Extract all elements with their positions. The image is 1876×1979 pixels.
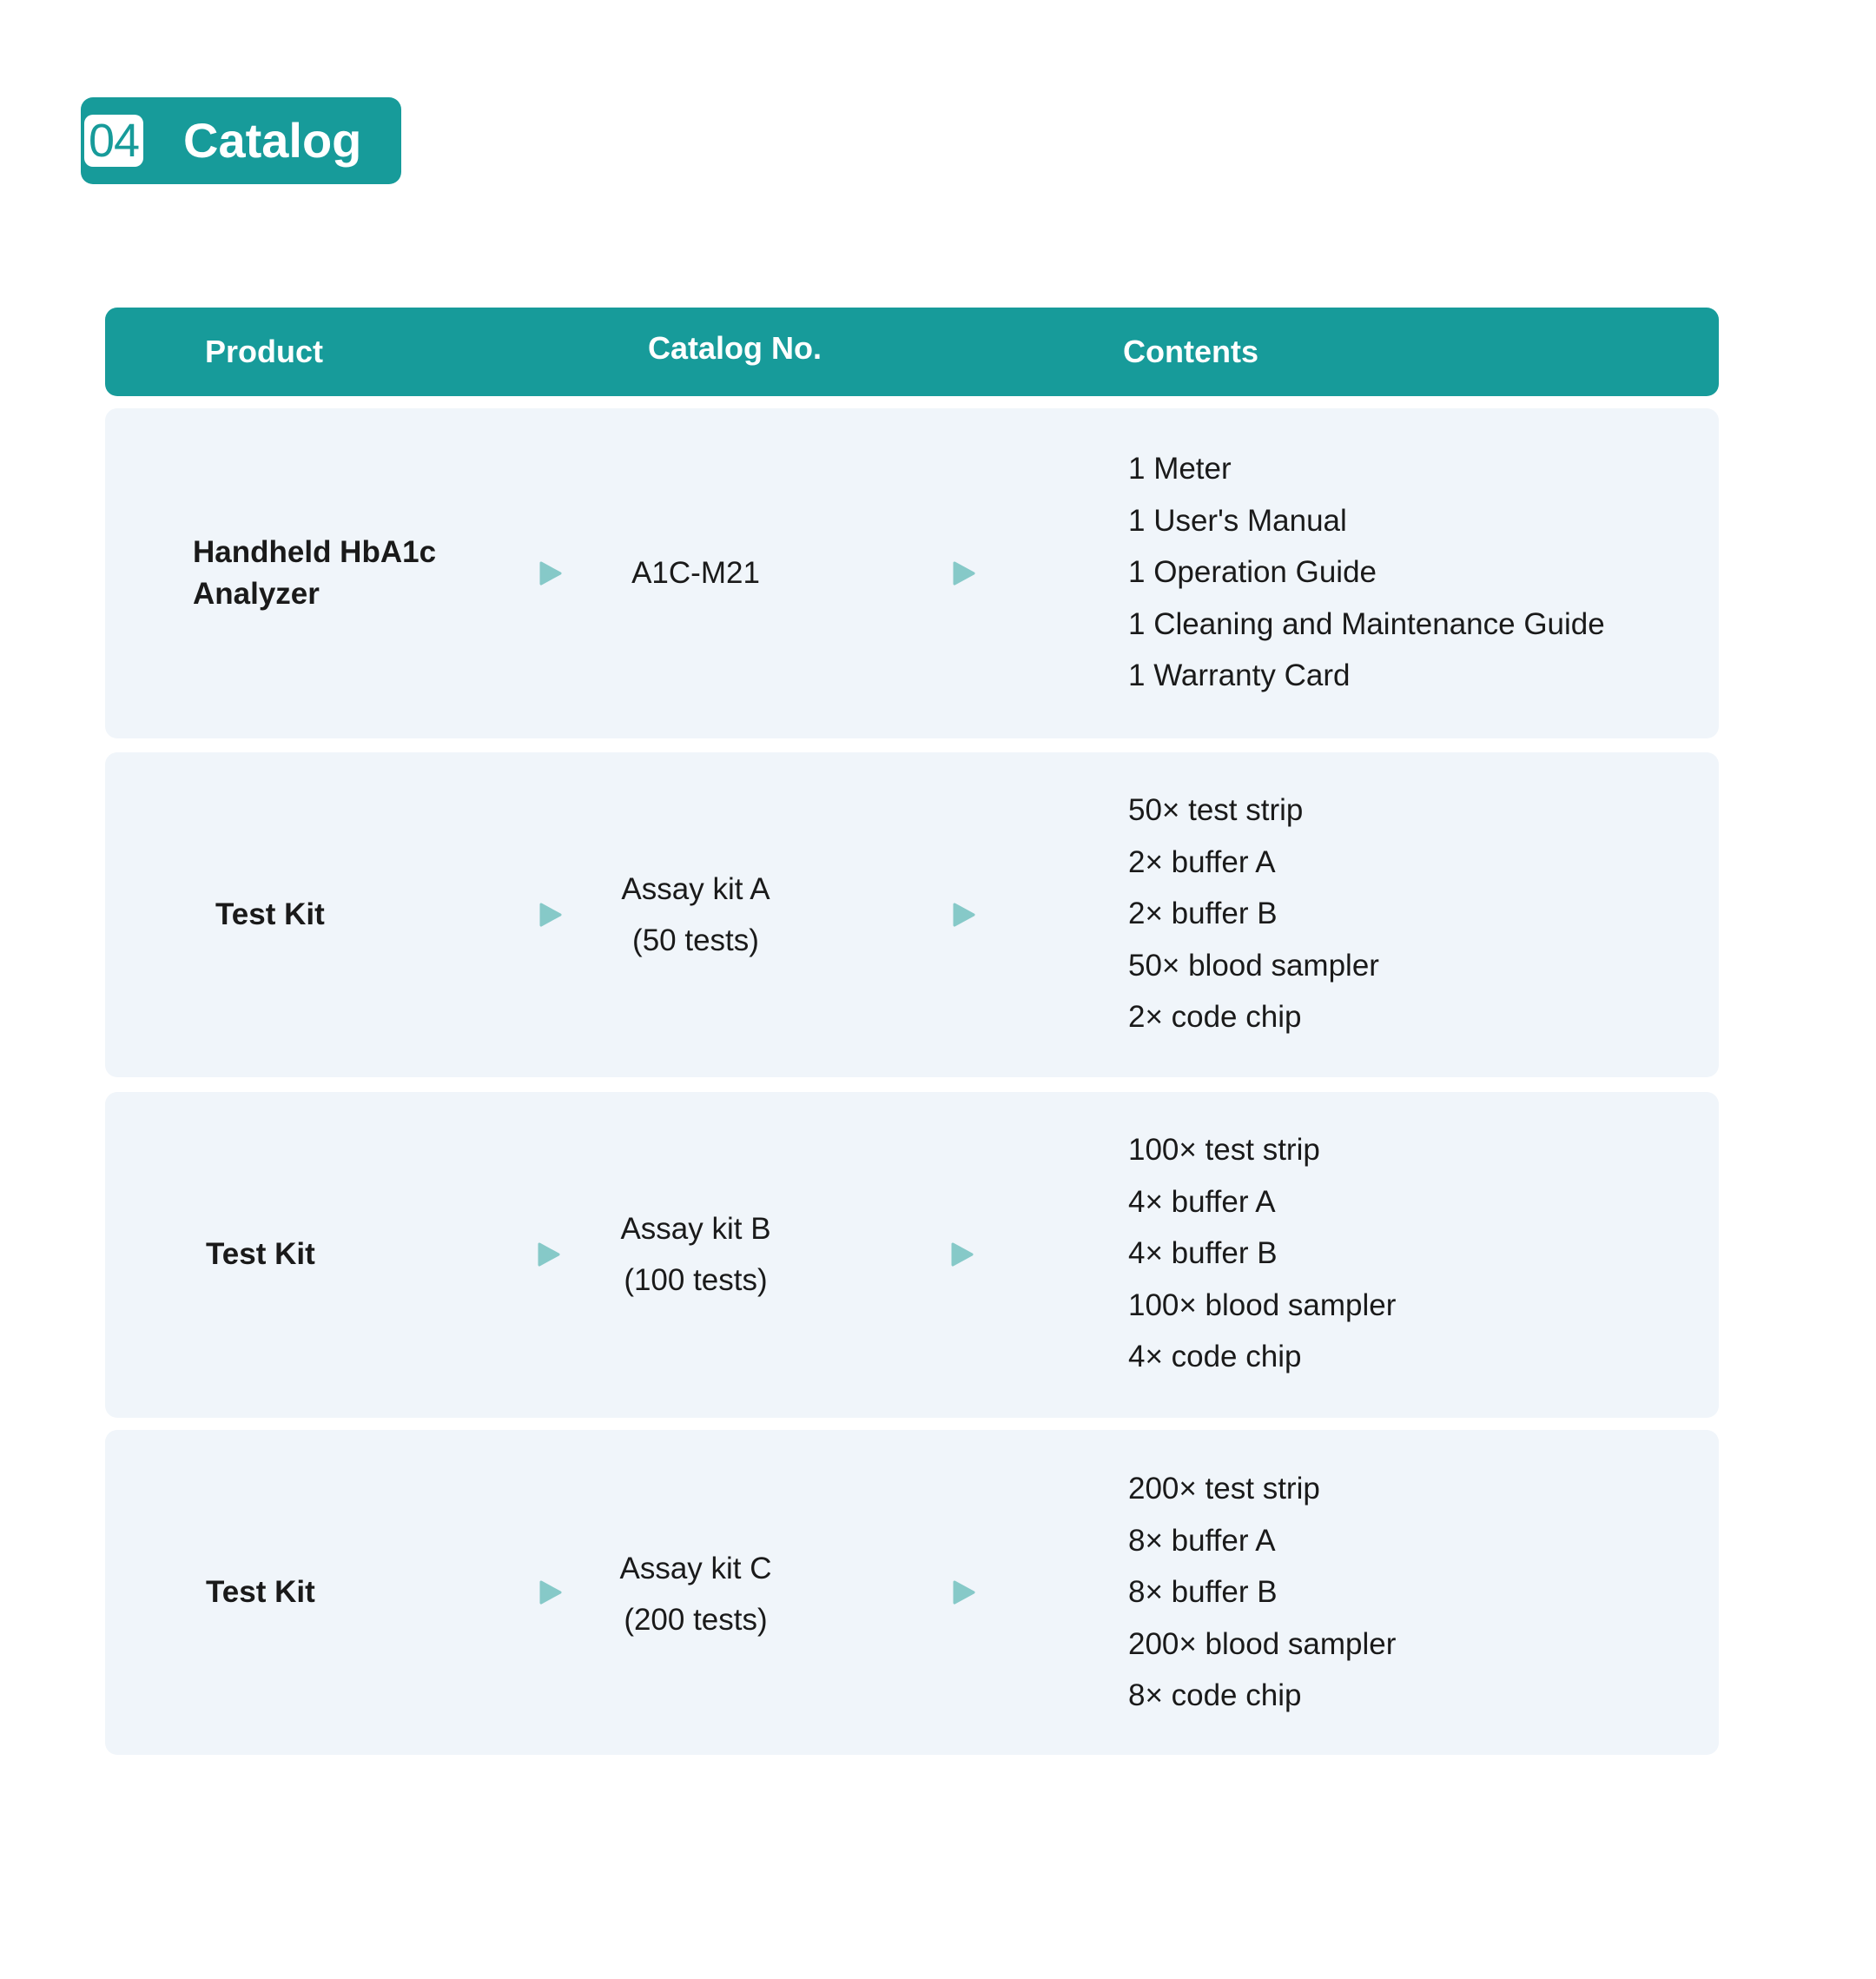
catalog-line: (200 tests) (624, 1603, 768, 1637)
product-name: Test Kit (215, 897, 325, 931)
list-item: 2× code chip (1128, 1000, 1302, 1034)
contents-list (1128, 784, 1379, 1043)
catalog-line: Assay kit C (619, 1552, 772, 1585)
list-item: 1 Cleaning and Maintenance Guide (1128, 606, 1605, 641)
table-row (105, 1092, 1719, 1418)
catalog-number (565, 547, 826, 599)
header-product: Product (205, 334, 324, 369)
play-triangle-icon (948, 1241, 974, 1267)
header-contents: Contents (1123, 334, 1258, 369)
list-item: 4× code chip (1128, 1340, 1302, 1373)
header-catalog-no: Catalog No. (648, 330, 822, 366)
table-row (105, 408, 1719, 738)
catalog-number (565, 1543, 826, 1645)
list-item: 8× code chip (1128, 1678, 1302, 1712)
list-item: 100× test strip (1128, 1133, 1320, 1167)
list-item: 50× blood sampler (1128, 948, 1379, 983)
list-item: 200× blood sampler (1128, 1626, 1397, 1661)
contents-list (1128, 443, 1605, 702)
catalog-number (565, 1203, 826, 1306)
list-item: 4× buffer B (1128, 1236, 1278, 1270)
product-name: Handheld HbA1c Analyzer (193, 535, 437, 611)
list-item: 200× test strip (1128, 1472, 1320, 1506)
play-triangle-icon (950, 902, 976, 928)
play-triangle-icon (537, 1579, 563, 1605)
list-item: 1 User's Manual (1128, 503, 1347, 538)
list-item: 2× buffer A (1128, 844, 1276, 879)
contents-list (1128, 1463, 1396, 1722)
play-triangle-icon (535, 1241, 561, 1267)
play-triangle-icon (537, 902, 563, 928)
catalog-line: Assay kit B (620, 1212, 771, 1246)
list-item: 8× buffer A (1128, 1523, 1276, 1558)
table-row (105, 1430, 1719, 1755)
section-heading (81, 97, 401, 184)
catalog-line: (50 tests) (632, 923, 759, 957)
section-number: 04 (84, 115, 143, 167)
list-item: 50× test strip (1128, 793, 1304, 827)
list-item: 2× buffer B (1128, 897, 1278, 930)
list-item: 1 Warranty Card (1128, 659, 1351, 692)
list-item: 1 Meter (1128, 452, 1232, 486)
product-name: Test Kit (206, 1575, 315, 1609)
list-item: 1 Operation Guide (1128, 555, 1377, 589)
catalog-line: (100 tests) (624, 1263, 768, 1297)
product-name: Test Kit (206, 1237, 315, 1271)
play-triangle-icon (950, 1579, 976, 1605)
contents-list (1128, 1124, 1396, 1383)
section-title: Catalog (183, 113, 362, 168)
list-item: 4× buffer A (1128, 1184, 1276, 1219)
play-triangle-icon (950, 560, 976, 586)
catalog-line: A1C-M21 (631, 556, 760, 590)
catalog-number (565, 864, 826, 966)
list-item: 8× buffer B (1128, 1575, 1278, 1609)
table-header (105, 308, 1719, 396)
table-row (105, 752, 1719, 1077)
play-triangle-icon (537, 560, 563, 586)
catalog-line: Assay kit A (621, 872, 770, 906)
list-item: 100× blood sampler (1128, 1287, 1397, 1322)
